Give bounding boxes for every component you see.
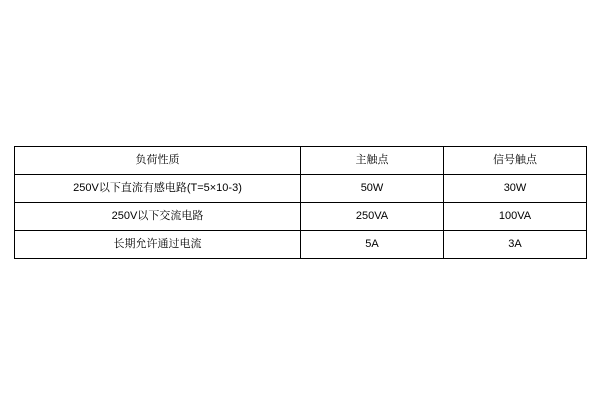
table-cell-signal-contact: 30W — [444, 175, 587, 203]
table-cell-main-contact: 5A — [301, 231, 444, 259]
table-cell-signal-contact: 100VA — [444, 203, 587, 231]
table-cell-load-type: 长期允许通过电流 — [15, 231, 301, 259]
table-header-cell-load-type: 负荷性质 — [15, 147, 301, 175]
load-characteristics-table — [14, 146, 587, 259]
table-cell-load-type: 250V以下交流电路 — [15, 203, 301, 231]
table-row — [15, 175, 587, 203]
table-header-cell-main-contact: 主触点 — [301, 147, 444, 175]
table-row — [15, 231, 587, 259]
table-cell-signal-contact: 3A — [444, 231, 587, 259]
table-cell-load-type: 250V以下直流有感电路(T=5×10-3) — [15, 175, 301, 203]
table-header-row — [15, 147, 587, 175]
table-cell-main-contact: 250VA — [301, 203, 444, 231]
table-cell-main-contact: 50W — [301, 175, 444, 203]
table-row — [15, 203, 587, 231]
spec-table-container — [14, 146, 586, 259]
table-header-cell-signal-contact: 信号触点 — [444, 147, 587, 175]
